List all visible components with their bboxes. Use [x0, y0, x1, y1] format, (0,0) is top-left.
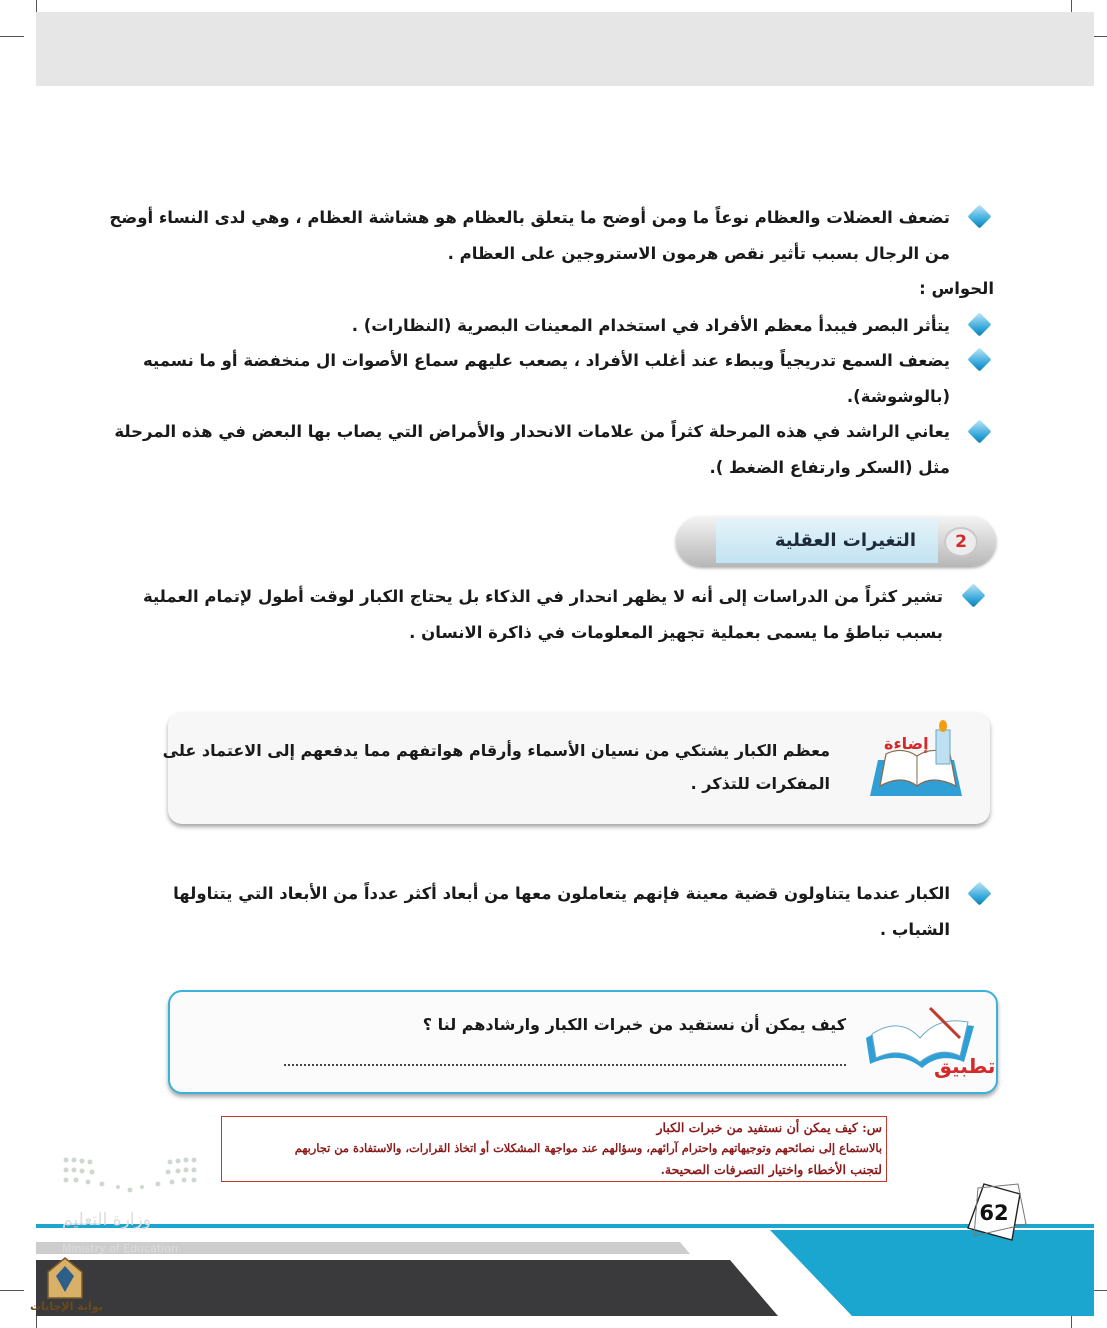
section-number: 2	[944, 527, 978, 557]
candle-book-icon	[862, 720, 972, 802]
tatbiq-question: كيف يمكن أن نستفيد من خبرات الكبار وارشادهم لنا ؟	[422, 1015, 846, 1034]
bullet-diamond-icon	[967, 204, 991, 228]
section-title: التغيرات العقلية	[774, 530, 916, 551]
watermark-text: بوابة الإجابات	[30, 1300, 103, 1313]
bullet-text: يعاني الراشد في هذه المرحلة كثراً من علامات الانحدار والأمراض التي يصاب بها البعض في هذه المرحلة مثل (السكر وارتفاع الضغط ).	[114, 422, 950, 477]
tatbiq-label: تطبيق	[934, 1054, 996, 1078]
ministry-name-ar: وزارة التعليم	[62, 1210, 151, 1230]
bullet-diamond-icon	[967, 881, 991, 905]
bullet-text: يتأثر البصر فيبدأ معظم الأفراد في استخدام المعينات البصرية (النظارات) .	[351, 316, 950, 335]
crop-mark	[0, 36, 24, 37]
answer-box: س: كيف يمكن أن نستفيد من خبرات الكبار بالاستماع إلى نصائحهم وتوجيهاتهم واحترام آرائهم، وسؤالهم عند مواجهة المشكلات أو اتخاذ القرارات، والاستفادة من تجاربهم لتجنب الأخطاء واختيار التصرفات الصحيحة.	[221, 1116, 887, 1182]
bullet-text: تشير كثراً من الدراسات إلى أنه لا يظهر انحدار في الذكاء بل يحتاج الكبار لوقت أطول لإتمام العملية بسبب تباطؤ ما يسمى بعملية تجهيز المعلومات في ذاكرة الانسان .	[142, 587, 943, 642]
bullet-text: يضعف السمع تدريجياً ويبطء عند أغلب الأفراد ، يصعب عليهم سماع الأصوات ال منخفضة أو ما نسميه (بالوشوشة).	[142, 351, 950, 406]
bullet-diamond-icon	[967, 419, 991, 443]
bullet-diamond-icon	[961, 583, 985, 607]
idaa-label: إضاءة	[884, 734, 929, 753]
watermark-logo-icon	[44, 1256, 86, 1300]
senses-title: الحواس :	[919, 279, 994, 298]
ministry-name-en: Ministry of Education	[62, 1242, 179, 1255]
bullet-text: تضعف العضلات والعظام نوعاً ما ومن أوضح ما يتعلق بالعظام هو هشاشة العظام ، وهي لدى النساء أوضح من الرجال بسبب تأثير نقص هرمون الاستروجين على العظام .	[109, 208, 950, 263]
bullet-text: الكبار عندما يتناولون قضية معينة فإنهم يتعاملون معها من أبعاد أكثر عدداً من الأبعاد التي يتناولها الشباب .	[173, 884, 950, 939]
bullet-diamond-icon	[967, 312, 991, 336]
bullet-diamond-icon	[967, 347, 991, 371]
header-band	[36, 12, 1094, 86]
page-number: 62	[979, 1201, 1009, 1225]
idaa-text: معظم الكبار يشتكي من نسيان الأسماء وأرقام هواتفهم مما يدفعهم إلى الاعتماد على المفكرات للتذكر .	[162, 741, 830, 793]
answer-line[interactable]	[284, 1064, 846, 1066]
